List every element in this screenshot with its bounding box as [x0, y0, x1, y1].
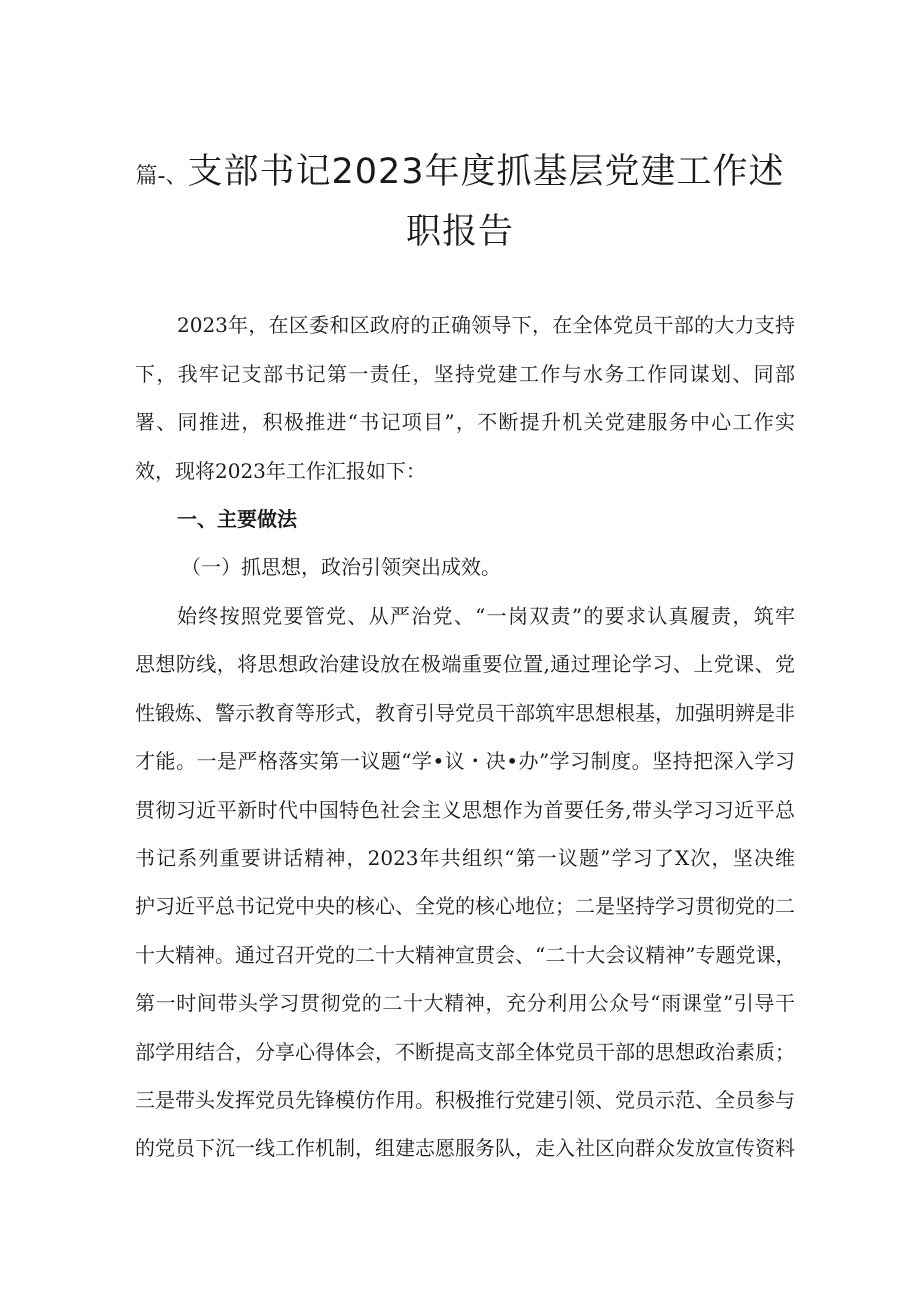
paragraph-line: 十大精神。通过召开党的二十大精神宣贯会、“二十大会议精神”专题党课， [135, 943, 796, 967]
paragraph-line: 始终按照党要管党、从严治党、“一岗双责”的要求认真履责，筑牢 [177, 604, 795, 628]
paragraph-line: 2023年，在区委和区政府的正确领导下，在全体党员干部的大力支持 [177, 313, 795, 337]
paragraph-line: 署、同推进，积极推进“书记项目”，不断提升机关党建服务中心工作实 [135, 410, 795, 434]
title-main: 支部书记2023年度抓基层党建工作述 [187, 152, 785, 192]
paragraph-line: 思想防线，将思想政治建设放在极端重要位置,通过理论学习、上党课、党 [135, 652, 795, 676]
paragraph-line: 效，现将2023年工作汇报如下： [135, 459, 426, 483]
paragraph-line: 三是带头发挥党员先锋模仿作用。积极推行党建引领、党员示范、全员参与 [135, 1088, 795, 1112]
section-heading: 一、主要做法 [177, 507, 297, 531]
paragraph-line: 部学用结合，分享心得体会，不断提高支部全体党员干部的思想政治素质； [135, 1040, 795, 1064]
paragraph-line: 第一时间带头学习贯彻党的二十大精神，充分利用公众号“雨课堂”引导干 [135, 991, 795, 1015]
paragraph-line: 贯彻习近平新时代中国特色社会主义思想作为首要任务,带头学习习近平总 [135, 798, 795, 822]
paragraph-line: 才能。一是严格落实第一议题“学•议・决•办”学习制度。坚持把深入学习 [135, 749, 795, 773]
document-title-line-1 [0, 148, 920, 201]
paragraph-line: 护习近平总书记党中央的核心、全党的核心地位；二是坚持学习贯彻党的二 [135, 894, 795, 918]
paragraph-line: 书记系列重要讲话精神，2023年共组织“第一议题”学习了X次，坚决维 [135, 846, 795, 870]
paragraph-line: 性锻炼、警示教育等形式，教育引导党员干部筑牢思想根基，加强明辨是非 [135, 701, 795, 725]
subsection-heading: （一）抓思想，政治引领突出成效。 [181, 555, 501, 579]
document-title-line-2: 职报告 [405, 212, 514, 252]
paragraph-line: 的党员下沉一线工作机制，组建志愿服务队，走入社区向群众发放宣传资料 [135, 1136, 795, 1160]
title-prefix: 篇-、 [135, 164, 188, 189]
paragraph-line: 下，我牢记支部书记第一责任，坚持党建工作与水务工作同谋划、同部 [135, 362, 795, 386]
